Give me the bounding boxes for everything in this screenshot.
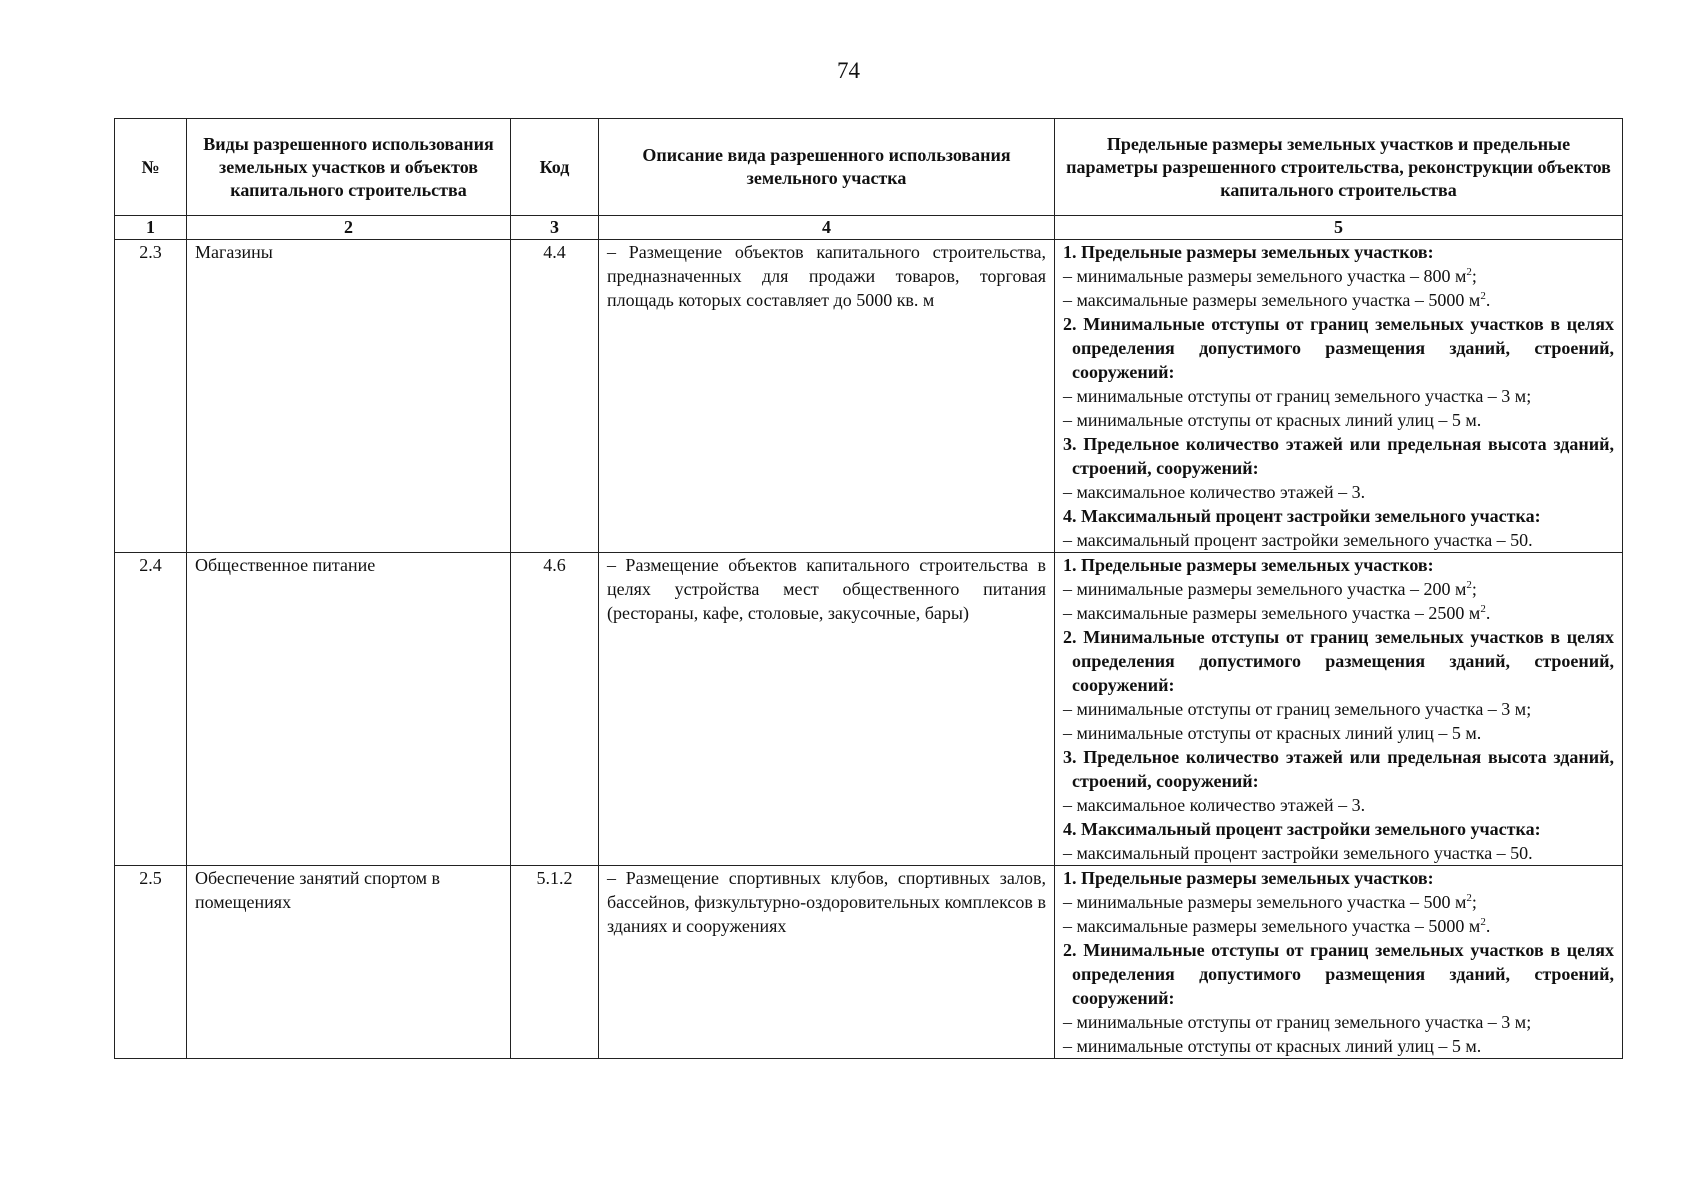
parameter-line	[1063, 721, 1614, 745]
column-number: 5	[1055, 216, 1623, 240]
parameter-text: – минимальные размеры земельного участка – 500 м	[1063, 892, 1467, 912]
parameter-text: – максимальное количество этажей – 3.	[1063, 795, 1366, 815]
use-description: – Размещение объектов капитального строительства в целях устройства мест общественного питания (рестораны, кафе, столовые, закусочные, бары)	[599, 553, 1055, 866]
parameter-tail: .	[1485, 603, 1491, 623]
parameter-text: – минимальные отступы от красных линий улиц – 5 м.	[1063, 1036, 1482, 1056]
parameter-line	[1063, 264, 1614, 288]
parameter-text: – максимальные размеры земельного участка – 5000 м	[1063, 290, 1481, 310]
parameter-text: – минимальные отступы от красных линий улиц – 5 м.	[1063, 723, 1482, 743]
column-number-row	[115, 216, 1623, 240]
parameter-tail: ;	[1471, 266, 1477, 286]
parameter-text: 4. Максимальный процент застройки земельного участка:	[1063, 819, 1541, 839]
parameter-line	[1063, 1034, 1614, 1058]
use-code: 4.6	[511, 553, 599, 866]
use-description: – Размещение объектов капитального строительства, предназначенных для продажи товаров, торговая площадь которых составляет до 5000 кв. м	[599, 240, 1055, 553]
parameter-line	[1063, 890, 1614, 914]
table-row	[115, 240, 1623, 553]
parameter-tail: .	[1485, 916, 1491, 936]
parameter-tail: ;	[1471, 579, 1477, 599]
column-number: 2	[187, 216, 511, 240]
parameter-text: – минимальные отступы от границ земельного участка – 3 м;	[1063, 699, 1532, 719]
table-row	[115, 553, 1623, 866]
parameter-text: 2. Минимальные отступы от границ земельных участков в целях определения допустимого размещения зданий, строений, сооружений:	[1063, 314, 1614, 382]
table-row	[115, 866, 1623, 1059]
parameter-text: – максимальный процент застройки земельного участка – 50.	[1063, 843, 1533, 863]
parameter-text: – минимальные отступы от красных линий улиц – 5 м.	[1063, 410, 1482, 430]
parameter-text: 1. Предельные размеры земельных участков:	[1063, 555, 1434, 575]
header-description: Описание вида разрешенного использования земельного участка	[599, 119, 1055, 216]
table-header-row	[115, 119, 1623, 216]
table-body	[115, 240, 1623, 1059]
row-number: 2.3	[115, 240, 187, 553]
parameter-heading	[1063, 432, 1614, 480]
parameter-text: – минимальные отступы от границ земельного участка – 3 м;	[1063, 1012, 1532, 1032]
parameter-text: – минимальные размеры земельного участка – 200 м	[1063, 579, 1467, 599]
parameter-text: 2. Минимальные отступы от границ земельных участков в целях определения допустимого размещения зданий, строений, сооружений:	[1063, 627, 1614, 695]
parameter-text: – минимальные размеры земельного участка – 800 м	[1063, 266, 1467, 286]
superscript: 2	[1480, 916, 1486, 928]
parameter-text: – максимальные размеры земельного участка – 5000 м	[1063, 916, 1481, 936]
parameter-text: 2. Минимальные отступы от границ земельных участков в целях определения допустимого размещения зданий, строений, сооружений:	[1063, 940, 1614, 1008]
parameter-line	[1063, 1010, 1614, 1034]
superscript: 2	[1480, 290, 1486, 302]
use-code: 5.1.2	[511, 866, 599, 1059]
parameter-line	[1063, 601, 1614, 625]
parameter-text: – максимальные размеры земельного участка – 2500 м	[1063, 603, 1481, 623]
use-type-name: Общественное питание	[187, 553, 511, 866]
parameter-text: – максимальный процент застройки земельного участка – 50.	[1063, 530, 1533, 550]
row-number: 2.4	[115, 553, 187, 866]
parameter-line	[1063, 841, 1614, 865]
parameters-cell	[1055, 866, 1623, 1059]
use-code: 4.4	[511, 240, 599, 553]
row-number: 2.5	[115, 866, 187, 1059]
parameter-heading	[1063, 745, 1614, 793]
parameter-heading	[1063, 866, 1614, 890]
parameter-line	[1063, 528, 1614, 552]
column-number: 1	[115, 216, 187, 240]
parameter-line	[1063, 793, 1614, 817]
parameter-line	[1063, 408, 1614, 432]
parameter-line	[1063, 914, 1614, 938]
parameter-heading	[1063, 312, 1614, 384]
parameter-text: 1. Предельные размеры земельных участков:	[1063, 242, 1434, 262]
column-number: 3	[511, 216, 599, 240]
parameter-heading	[1063, 817, 1614, 841]
parameter-text: – максимальное количество этажей – 3.	[1063, 482, 1366, 502]
parameters-cell	[1055, 240, 1623, 553]
superscript: 2	[1480, 603, 1486, 615]
use-description: – Размещение спортивных клубов, спортивных залов, бассейнов, физкультурно-оздоровительных комплексов в зданиях и сооружениях	[599, 866, 1055, 1059]
parameter-line	[1063, 480, 1614, 504]
parameter-line	[1063, 288, 1614, 312]
parameter-heading	[1063, 504, 1614, 528]
header-parameters: Предельные размеры земельных участков и предельные параметры разрешенного строительства, реконструкции объектов капитального строительства	[1055, 119, 1623, 216]
parameter-line	[1063, 384, 1614, 408]
parameter-text: – минимальные отступы от границ земельного участка – 3 м;	[1063, 386, 1532, 406]
header-use-type: Виды разрешенного использования земельных участков и объектов капитального строительства	[187, 119, 511, 216]
superscript: 2	[1466, 579, 1472, 591]
parameter-text: 3. Предельное количество этажей или предельная высота зданий, строений, сооружений:	[1063, 434, 1614, 478]
parameter-text: 4. Максимальный процент застройки земельного участка:	[1063, 506, 1541, 526]
header-code: Код	[511, 119, 599, 216]
header-number: №	[115, 119, 187, 216]
use-type-name: Обеспечение занятий спортом в помещениях	[187, 866, 511, 1059]
parameter-heading	[1063, 625, 1614, 697]
page-number: 74	[837, 58, 860, 83]
parameters-cell	[1055, 553, 1623, 866]
column-number: 4	[599, 216, 1055, 240]
parameter-heading	[1063, 240, 1614, 264]
parameter-text: 1. Предельные размеры земельных участков:	[1063, 868, 1434, 888]
parameter-text: 3. Предельное количество этажей или предельная высота зданий, строений, сооружений:	[1063, 747, 1614, 791]
parameter-heading	[1063, 553, 1614, 577]
superscript: 2	[1466, 266, 1472, 278]
parameter-tail: ;	[1471, 892, 1477, 912]
use-type-name: Магазины	[187, 240, 511, 553]
land-use-table	[114, 118, 1623, 1059]
parameter-line	[1063, 577, 1614, 601]
parameter-heading	[1063, 938, 1614, 1010]
parameter-line	[1063, 697, 1614, 721]
parameter-tail: .	[1485, 290, 1491, 310]
superscript: 2	[1466, 892, 1472, 904]
